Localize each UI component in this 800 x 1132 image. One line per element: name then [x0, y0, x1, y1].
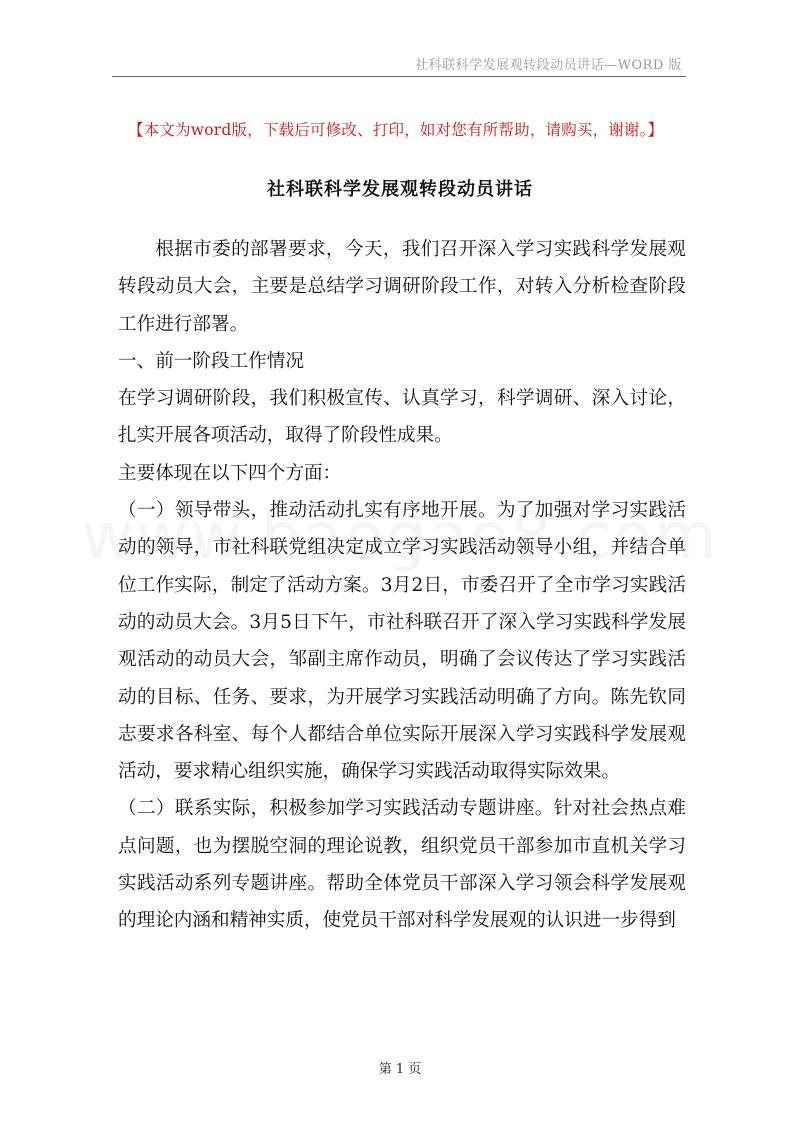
- header-divider: [112, 76, 686, 77]
- document-title: 社科联科学发展观转段动员讲话: [267, 179, 533, 200]
- download-notice: 【本文为word版，下载后可修改、打印，如对您有所帮助，请购买，谢谢。】: [128, 121, 664, 139]
- document-body: [118, 231, 686, 940]
- section-heading: 一、前一阶段工作情况: [118, 350, 304, 372]
- paragraph: 主要体现在以下四个方面：: [118, 462, 342, 484]
- page-number: 第 1 页: [378, 1062, 422, 1077]
- paragraph: （一）领导带头，推动活动扎实有序地开展。为了加强对学习实践活动的领导，市社科联党组决定成立学习实践活动领导小组，并结合单位工作实际，制定了活动方案。3月2日，市委召开了全市学习实践活动的动员大会。3月5日下午，市社科联召开了深入学习实践科学发展观活动的动员大会，邹副主席作动员，明确了会议传达了学习实践活动的目标、任务、要求，为开展学习实践活动明确了方向。陈先钦同志要求各科室、每个人都结合单位实际开展深入学习实践科学发展观活动，要求精心组织实施，确保学习实践活动取得实际效果。: [118, 500, 686, 783]
- paragraph-intro: 根据市委的部署要求，今天，我们召开深入学习实践科学发展观转段动员大会，主要是总结学习调研阶段工作，对转入分析检查阶段工作进行部署。: [118, 239, 686, 335]
- running-header: 社科联科学发展观转段动员讲话—WORD 版: [415, 58, 682, 73]
- paragraph: 在学习调研阶段，我们积极宣传、认真学习，科学调研、深入讨论，扎实开展各项活动，取得了阶段性成果。: [118, 388, 686, 447]
- paragraph: （二）联系实际，积极参加学习实践活动专题讲座。针对社会热点难点问题，也为摆脱空洞的理论说教，组织党员干部参加市直机关学习实践活动系列专题讲座。帮助全体党员干部深入学习领会科学发展观的理论内涵和精神实质，使党员干部对科学发展观的认识进一步得到: [118, 798, 686, 932]
